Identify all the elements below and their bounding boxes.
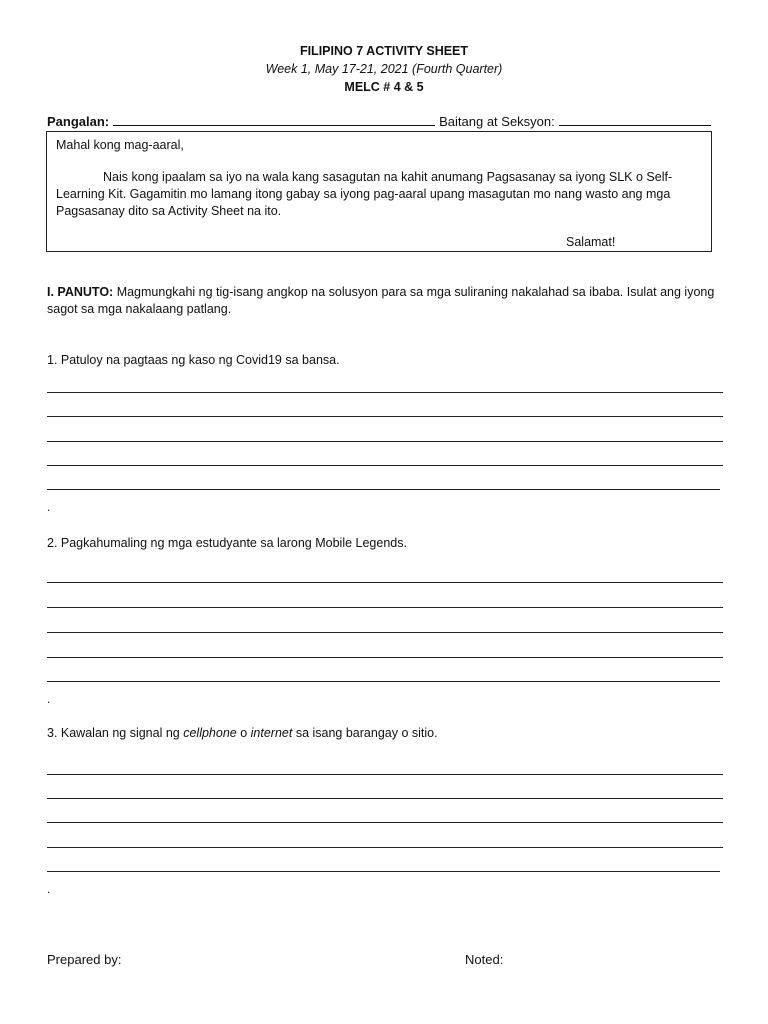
end-mark: . [47, 882, 51, 896]
question-3-text: o [236, 726, 251, 740]
answer-line[interactable] [47, 582, 723, 583]
answer-line[interactable] [47, 774, 723, 775]
question-3 [47, 726, 727, 740]
answer-line[interactable] [47, 822, 723, 823]
answer-line[interactable] [47, 632, 723, 633]
answer-line[interactable] [47, 798, 723, 799]
letter-body: Nais kong ipaalam sa iyo na wala kang sasagutan na kahit anumang Pagsasanay sa iyong SLK o Self-Learning Kit. Gagamitin mo lamang itong gabay sa iyong pag-aaral upang masagutan mo nang wasto ang mga Pagsasanay dito sa Activity Sheet na ito. [56, 170, 673, 218]
answer-line[interactable] [47, 441, 723, 442]
name-blank[interactable] [113, 114, 435, 126]
noted-label: Noted: [465, 952, 504, 967]
question-3-text: sa isang barangay o sitio. [292, 726, 438, 740]
answer-line[interactable] [47, 465, 723, 466]
answer-line[interactable] [47, 489, 720, 490]
answer-line[interactable] [47, 657, 723, 658]
answer-line[interactable] [47, 607, 723, 608]
question-2: 2. Pagkahumaling ng mga estudyante sa larong Mobile Legends. [47, 536, 407, 550]
question-3-text: 3. Kawalan ng signal ng [47, 726, 184, 740]
question-3-emphasis-cellphone: cellphone [183, 726, 237, 740]
letter-greeting: Mahal kong mag-aaral, [56, 138, 184, 152]
name-label: Pangalan: [47, 114, 110, 129]
worksheet-title: FILIPINO 7 ACTIVITY SHEET [299, 44, 469, 58]
question-3-emphasis-internet: internet [250, 726, 293, 740]
grade-section-blank[interactable] [559, 114, 711, 126]
answer-line[interactable] [47, 392, 723, 393]
end-mark: . [47, 500, 51, 514]
prepared-by-label: Prepared by: [47, 952, 122, 967]
question-1: 1. Patuloy na pagtaas ng kaso ng Covid19 sa bansa. [47, 353, 340, 367]
directions-label: I. PANUTO: [47, 285, 114, 299]
student-info-row [47, 114, 727, 129]
directions [47, 284, 727, 318]
letter-closing: Salamat! [566, 235, 616, 249]
answer-line[interactable] [47, 871, 720, 872]
answer-line[interactable] [47, 681, 720, 682]
directions-text: Magmungkahi ng tig-isang angkop na solusyon para sa mga suliraning nakalahad sa ibaba. Isulat ang iyong sagot sa mga nakalaang patlang. [47, 285, 715, 316]
melc-label: MELC # 4 & 5 [344, 80, 424, 94]
worksheet-subtitle: Week 1, May 17-21, 2021 (Fourth Quarter) [265, 62, 503, 76]
grade-section-label: Baitang at Seksyon: [439, 114, 555, 129]
end-mark: . [47, 692, 51, 706]
answer-line[interactable] [47, 847, 723, 848]
answer-line[interactable] [47, 416, 723, 417]
letter-box [46, 131, 712, 252]
